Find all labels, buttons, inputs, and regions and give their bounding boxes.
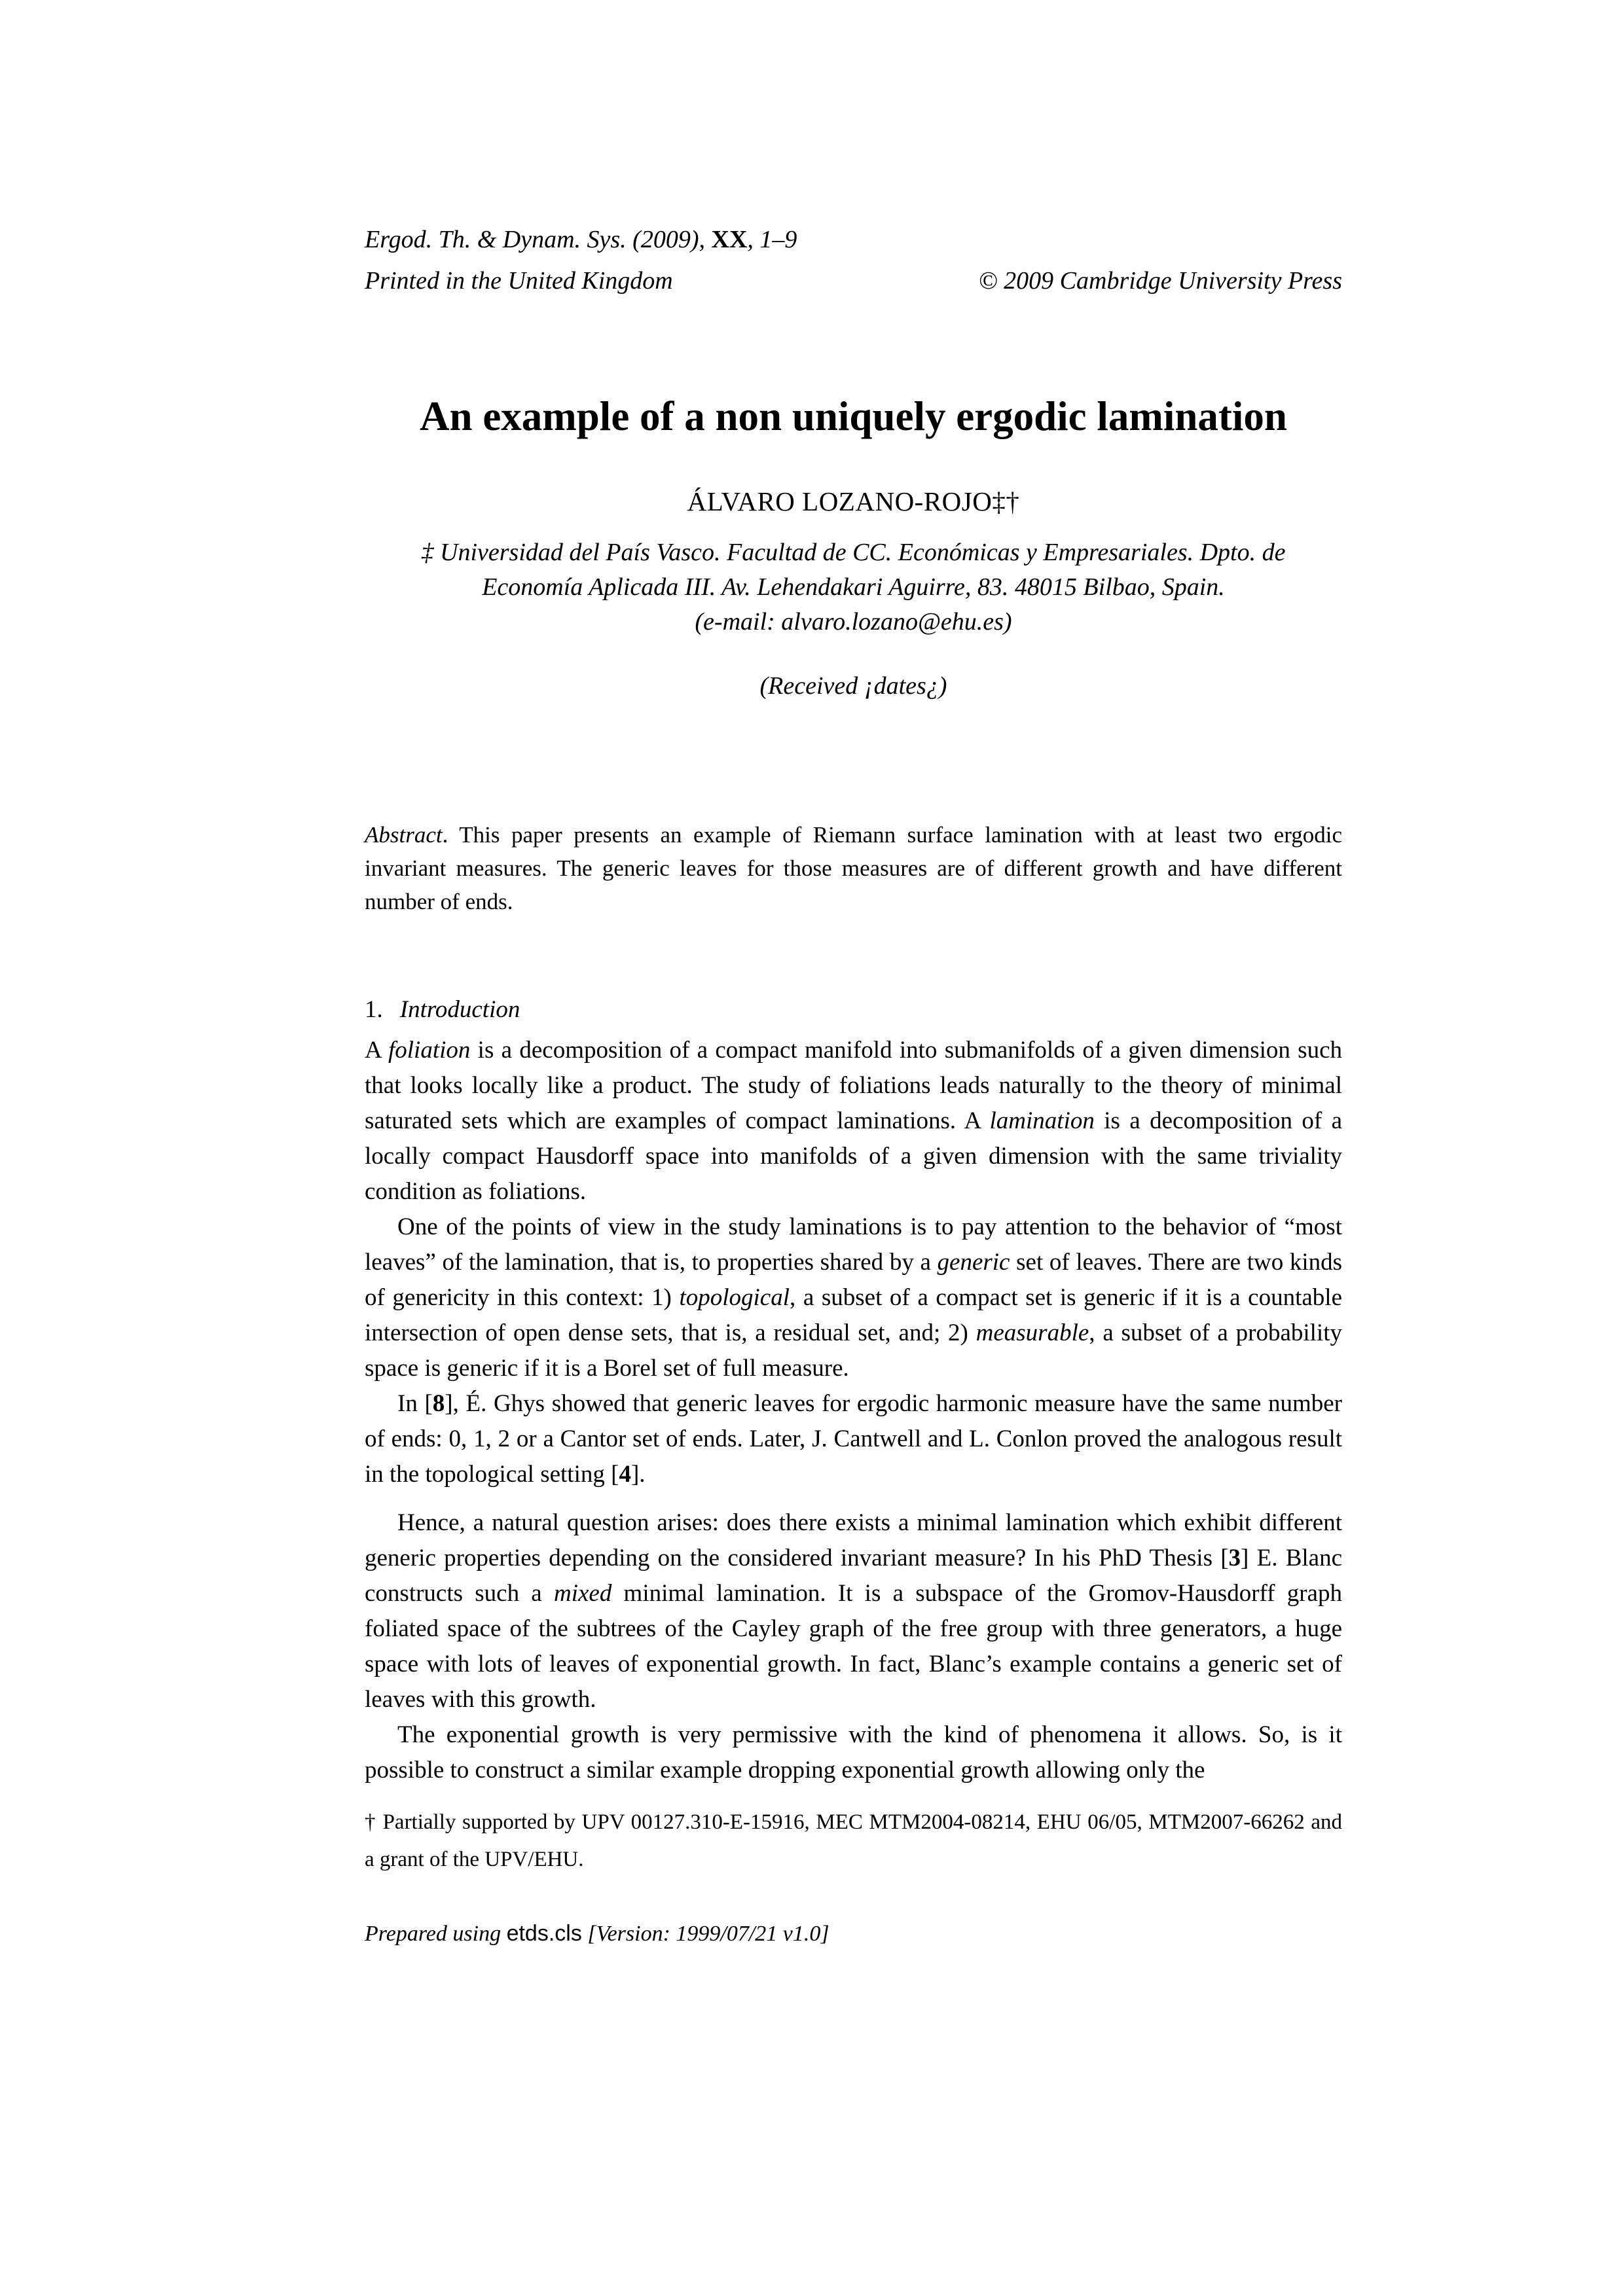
affiliation-line2: Economía Aplicada III. Av. Lehendakari Aguirre, 83. 48015 Bilbao, Spain.	[482, 573, 1225, 601]
email-line: (e-mail: alvaro.lozano@ehu.es)	[695, 608, 1012, 636]
affiliation-line1: ‡ Universidad del País Vasco. Facultad de CC. Económicas y Empresariales. Dpto. de	[421, 539, 1286, 566]
journal-name-year: Ergod. Th. & Dynam. Sys. (2009),	[365, 226, 712, 253]
journal-volume: XX	[711, 226, 748, 253]
footnote: † Partially supported by UPV 00127.310-E-15916, MEC MTM2004-08214, EHU 06/05, MTM2007-66262 and a grant of the UPV/EHU.	[365, 1810, 1342, 1871]
section-number: 1.	[365, 996, 383, 1023]
paragraph-5: The exponential growth is very permissive with the kind of phenomena it allows. So, is it possible to construct a similar example dropping exponential growth allowing only the	[365, 1721, 1342, 1784]
paper-title: An example of a non uniquely ergodic lamination	[420, 393, 1287, 439]
paragraph-2: One of the points of view in the study laminations is to pay attention to the behavior of “most leaves” of the lamination, that is, to properties shared by a generic set of leaves. There are two kinds of genericity in this context: 1) topological, a subset of a compact set is generic if it is a countable intersection of open dense sets, that is, a residual set, and; 2) measurable, a subset of a probability space is generic if it is a Borel set of full measure.	[365, 1213, 1343, 1382]
section-heading	[365, 992, 1342, 1028]
section-title: Introduction	[399, 996, 520, 1023]
author-line: ÁLVARO LOZANO-ROJO‡†	[687, 486, 1020, 516]
received-line: (Received ¡dates¿)	[759, 672, 947, 700]
journal-header	[365, 223, 1342, 298]
paragraph-3: In [8], É. Ghys showed that generic leaves for ergodic harmonic measure have the same number of ends: 0, 1, 2 or a Cantor set of ends. Later, J. Cantwell and L. Conlon proved the analogous result in the topological setting [4].	[365, 1390, 1342, 1488]
paragraph-1: A foliation is a decomposition of a compact manifold into submanifolds of a given dimension such that looks locally like a product. The study of foliations leads naturally to the theory of minimal saturated sets which are examples of compact laminations. A lamination is a decomposition of a locally compact Hausdorff space into manifolds of a given dimension with the same triviality condition as foliations.	[365, 1037, 1342, 1205]
journal-pages: , 1–9	[747, 226, 797, 253]
abstract: Abstract. This paper presents an example of Riemann surface lamination with at least two ergodic invariant measures. The generic leaves for those measures are of different growth and have different number of ends.	[365, 822, 1342, 914]
affiliation-block	[365, 535, 1342, 639]
journal-citation	[365, 223, 1342, 257]
paragraph-4: Hence, a natural question arises: does there exists a minimal lamination which exhibit different generic properties depending on the considered invariant measure? In his PhD Thesis [3] E. Blanc constructs such a mixed minimal lamination. It is a subspace of the Gromov-Hausdorff graph foliated space of the subtrees of the Cayley graph of the free group with three generators, a huge space with lots of leaves of exponential growth. In fact, Blanc’s example contains a generic set of leaves with this growth.	[365, 1509, 1343, 1713]
journal-subline	[365, 264, 1342, 298]
main-text	[365, 992, 1342, 1788]
footer-line: Prepared using etds.cls [Version: 1999/07/21 v1.0]	[365, 1921, 830, 1946]
printed-in-text: Printed in the United Kingdom	[365, 267, 673, 295]
copyright-notice: © 2009 Cambridge University Press	[978, 267, 1342, 295]
